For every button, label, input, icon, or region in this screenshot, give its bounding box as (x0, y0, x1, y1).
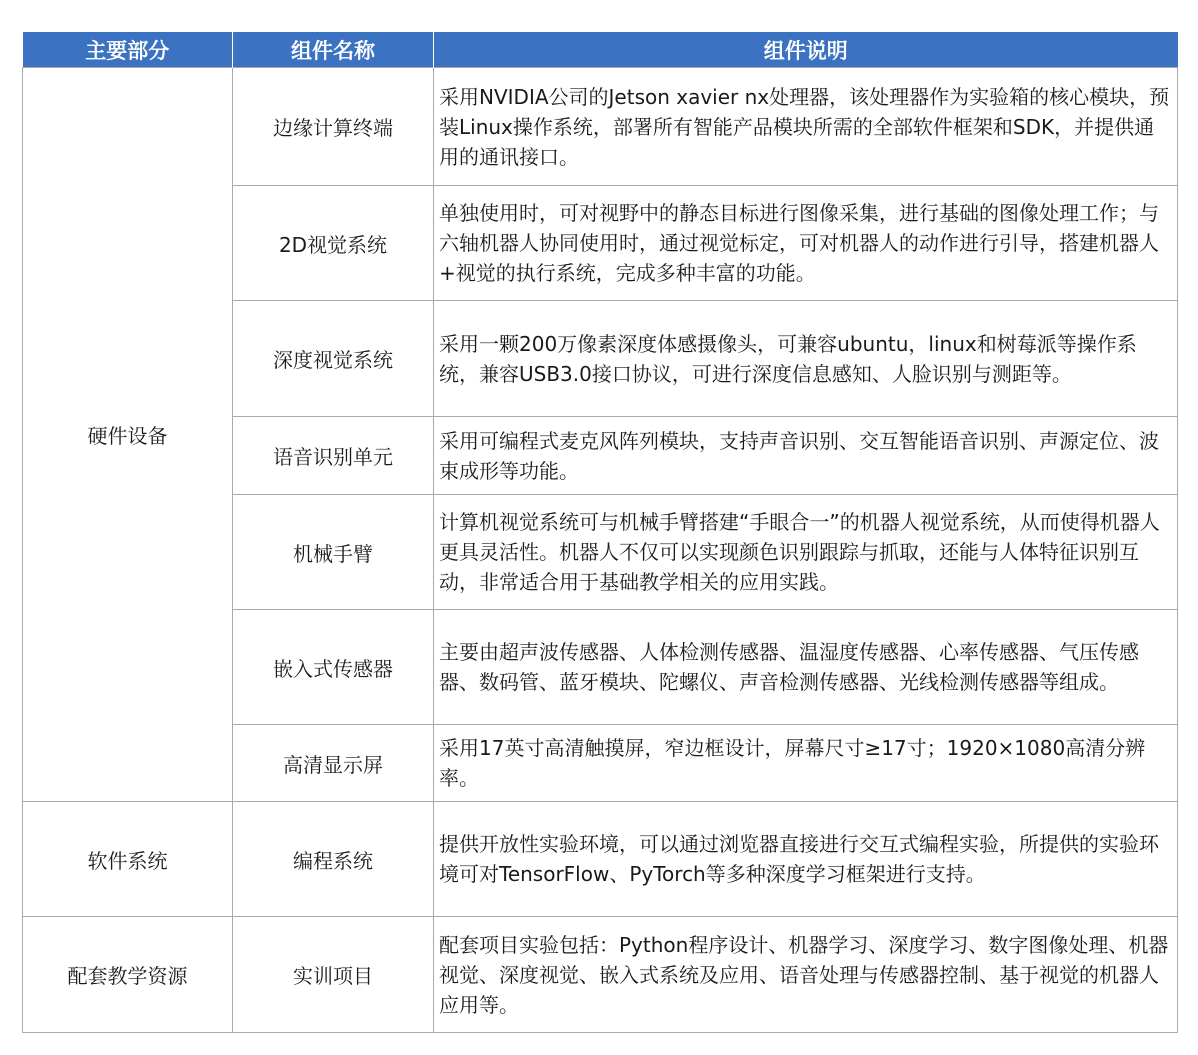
header-main-part: 主要部分 (23, 32, 233, 68)
component-desc-cell: 采用可编程式麦克风阵列模块，支持声音识别、交互智能语音识别、声源定位、波束成形等功能。 (434, 417, 1178, 495)
component-desc-cell: 计算机视觉系统可与机械手臂搭建“手眼合一”的机器人视觉系统，从而使得机器人更具灵活性。机器人不仅可以实现颜色识别跟踪与抓取，还能与人体特征识别互动，非常适合用于基础教学相关的应用实践。 (434, 495, 1178, 610)
table-row (23, 802, 1178, 917)
table-row (23, 917, 1178, 1033)
component-desc-cell: 单独使用时，可对视野中的静态目标进行图像采集，进行基础的图像处理工作；与六轴机器人协同使用时，通过视觉标定，可对机器人的动作进行引导，搭建机器人+视觉的执行系统，完成多种丰富的功能。 (434, 186, 1178, 301)
component-name-cell: 边缘计算终端 (233, 68, 434, 186)
component-name-cell: 实训项目 (233, 917, 434, 1033)
component-name-cell: 语音识别单元 (233, 417, 434, 495)
header-component-desc: 组件说明 (434, 32, 1178, 68)
component-table (22, 32, 1178, 1033)
component-desc-cell: 主要由超声波传感器、人体检测传感器、温湿度传感器、心率传感器、气压传感器、数码管、蓝牙模块、陀螺仪、声音检测传感器、光线检测传感器等组成。 (434, 610, 1178, 725)
component-desc-cell: 采用NVIDIA公司的Jetson xavier nx处理器，该处理器作为实验箱的核心模块，预装Linux操作系统，部署所有智能产品模块所需的全部软件框架和SDK，并提供通用的通讯接口。 (434, 68, 1178, 186)
header-row (23, 32, 1178, 68)
component-desc-cell: 配套项目实验包括：Python程序设计、机器学习、深度学习、数字图像处理、机器视觉、深度视觉、嵌入式系统及应用、语音处理与传感器控制、基于视觉的机器人应用等。 (434, 917, 1178, 1033)
component-desc-cell: 采用一颗200万像素深度体感摄像头，可兼容ubuntu，linux和树莓派等操作系统，兼容USB3.0接口协议，可进行深度信息感知、人脸识别与测距等。 (434, 301, 1178, 417)
component-name-cell: 嵌入式传感器 (233, 610, 434, 725)
part-cell: 软件系统 (23, 802, 233, 917)
part-cell: 硬件设备 (23, 68, 233, 802)
header-component-name: 组件名称 (233, 32, 434, 68)
component-name-cell: 深度视觉系统 (233, 301, 434, 417)
component-name-cell: 2D视觉系统 (233, 186, 434, 301)
component-desc-cell: 提供开放性实验环境，可以通过浏览器直接进行交互式编程实验，所提供的实验环境可对TensorFlow、PyTorch等多种深度学习框架进行支持。 (434, 802, 1178, 917)
component-name-cell: 机械手臂 (233, 495, 434, 610)
component-desc-cell: 采用17英寸高清触摸屏，窄边框设计，屏幕尺寸≥17寸；1920×1080高清分辨率。 (434, 725, 1178, 802)
part-cell: 配套教学资源 (23, 917, 233, 1033)
component-name-cell: 高清显示屏 (233, 725, 434, 802)
component-name-cell: 编程系统 (233, 802, 434, 917)
table-row (23, 68, 1178, 186)
